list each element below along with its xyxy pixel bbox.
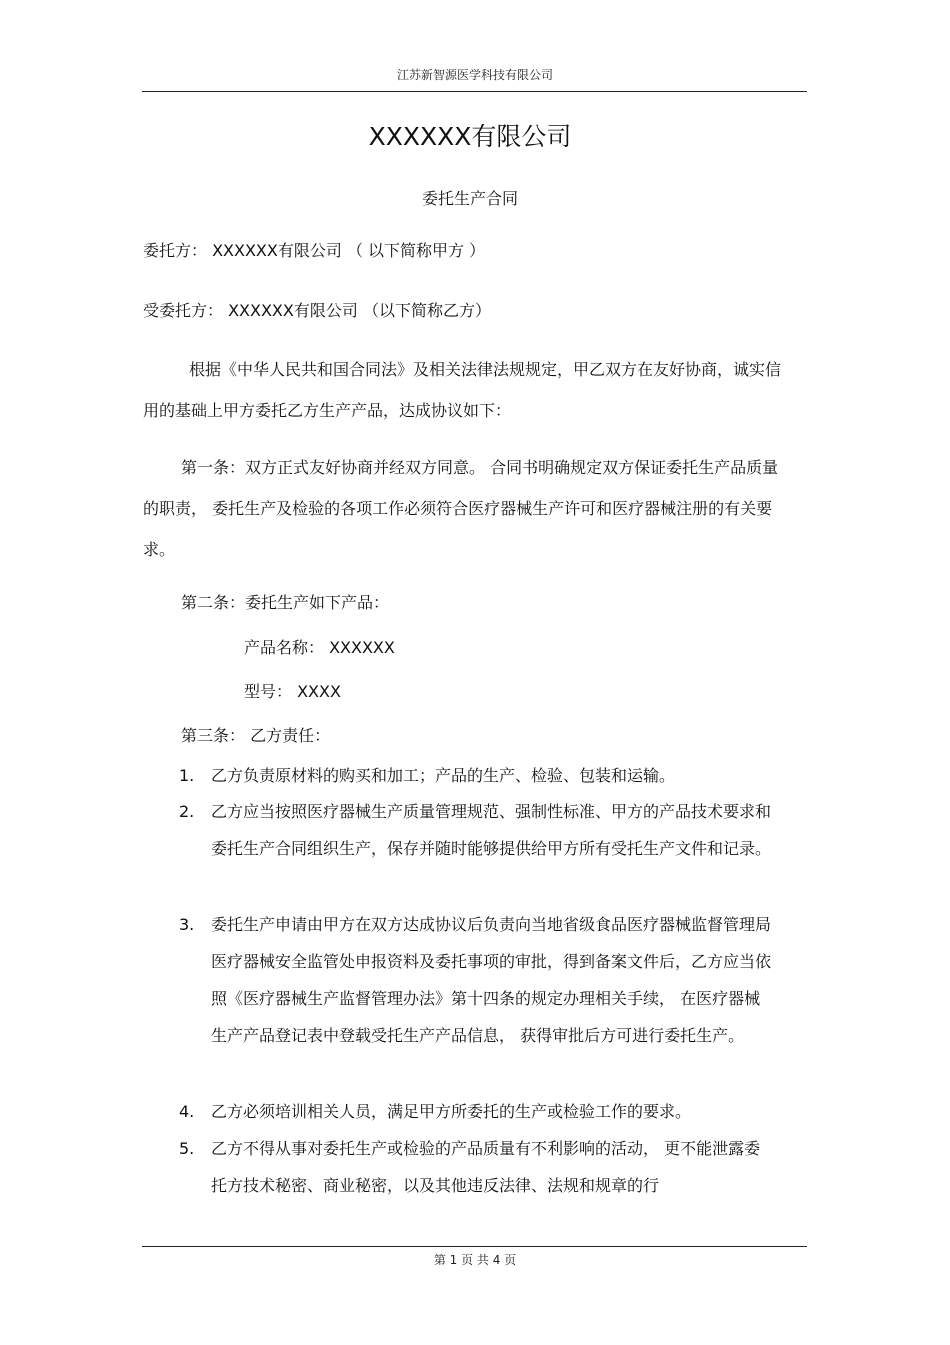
list-item-text: 委托生产申请由甲方在双方达成协议后负责向当地省级食品医疗器械监督管理局医疗器械安全监管处申报资料及委托事项的审批，得到备案文件后，乙方应当依照《医疗器械生产监督管理办法》第十四条的规定办理相关手续， 在医疗器械生产产品登记表中登载受托生产产品信息， 获得审批后方可进行委托生产。 <box>211 915 772 1045</box>
product-model-line: 型号： XXXX <box>244 682 341 701</box>
list-item-text: 乙方负责原材料的购买和加工；产品的生产、检验、包装和运输。 <box>211 766 676 785</box>
document-subtitle: 委托生产合同 <box>421 189 518 208</box>
list-item-text: 乙方必须培训相关人员，满足甲方所委托的生产或检验工作的要求。 <box>211 1102 692 1121</box>
list-item-text: 乙方不得从事对委托生产或检验的产品质量有不利影响的活动， 更不能泄露委托方技术秘密、商业秘密，以及其他违反法律、法规和规章的行 <box>211 1139 761 1195</box>
client-party: 委托方： XXXXXX有限公司 （ 以下简称甲方 ） <box>143 241 486 260</box>
contractor-party: 受委托方： XXXXXX有限公司 （以下简称乙方） <box>143 301 491 320</box>
footer-divider <box>142 1246 807 1247</box>
list-item-number: 1. <box>179 766 195 785</box>
preamble-paragraph: 根据《中华人民共和国合同法》及相关法律法规规定，甲乙双方在友好协商，诚实信用的基础上甲方委托乙方生产产品，达成协议如下： <box>143 360 782 420</box>
document-title: XXXXXX有限公司 <box>368 122 572 151</box>
product-name-line: 产品名称： XXXXXX <box>244 638 395 657</box>
list-item-number: 4. <box>179 1102 195 1121</box>
article-1-paragraph: 第一条：双方正式友好协商并经双方同意。 合同书明确规定双方保证委托生产品质量的职责， 委托生产及检验的各项工作必须符合医疗器械生产许可和医疗器械注册的有关要求。 <box>143 458 779 559</box>
header-divider <box>142 91 807 92</box>
list-item-number: 2. <box>179 802 195 821</box>
article-2-heading: 第二条：委托生产如下产品： <box>181 593 390 612</box>
list-item-number: 3. <box>179 915 195 934</box>
list-item-text: 乙方应当按照医疗器械生产质量管理规范、强制性标准、甲方的产品技术要求和委托生产合同组织生产，保存并随时能够提供给甲方所有受托生产文件和记录。 <box>211 802 772 858</box>
list-item-number: 5. <box>179 1139 195 1158</box>
article-3-heading: 第三条： 乙方责任： <box>181 726 331 745</box>
page-number: 第 1 页 共 4 页 <box>433 1253 517 1267</box>
running-header: 江苏新智源医学科技有限公司 <box>396 68 553 82</box>
